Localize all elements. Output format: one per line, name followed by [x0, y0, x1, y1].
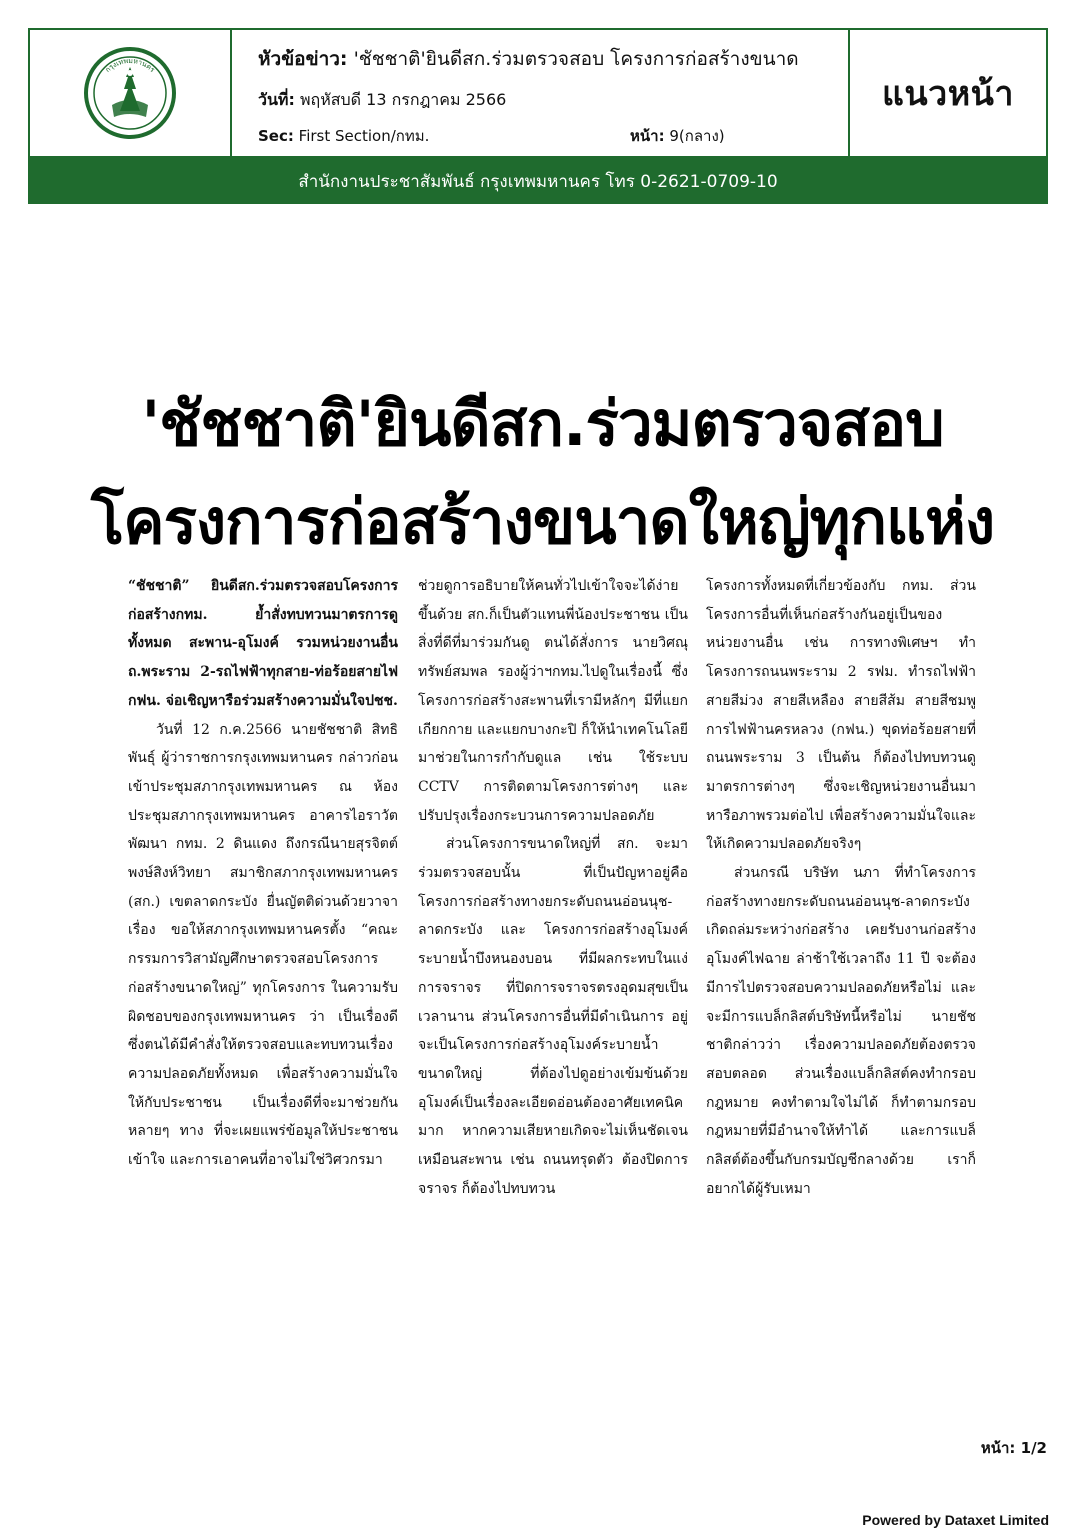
article-paragraph: ช่วยดูการอธิบายให้คนทั่วไปเข้าใจจะได้ง่ายขึ้นด้วย สก.ก็เป็นตัวแทนพี่น้องประชาชน เป็นสิ่งที่ดีที่มาร่วมกันดู ตนได้สั่งการ นายวิศณุ ทรัพย์สมพล รองผู้ว่าฯกทม.ไปดูในเรื่องนี้ ซึ่งโครงการก่อสร้างสะพานที่เรามีหลักๆ มีที่แยกเกียกกาย และแยกบางกะปิ ก็ให้นำเทคโนโลยีมาช่วยในการกำกับดูแล เช่น ใช้ระบบ CCTV การติดตามโครงการต่างๆ และปรับปรุงเรื่องกระบวนการความปลอดภัย	[418, 578, 688, 824]
logo-cell	[30, 30, 232, 156]
powered-by: Powered by Dataxet Limited	[862, 1512, 1049, 1528]
article-column-2	[418, 572, 688, 1203]
article-paragraph: โครงการทั้งหมดที่เกี่ยวข้องกับ กทม. ส่วนโครงการอื่นที่เห็นก่อสร้างกันอยู่เป็นของหน่วยงานอื่น เช่น การทางพิเศษฯ ทำโครงการถนนพระราม 2 รฟม. ทำรถไฟฟ้าสายสีม่วง สายสีเหลือง สายสีส้ม สายสีชมพู การไฟฟ้านครหลวง (กฟน.) ขุดท่อร้อยสายที่ถนนพระราม 3 เป็นต้น ก็ต้องไปทบทวนดูมาตรการต่างๆ ซึ่งจะเชิญหน่วยงานอื่นมาหารือภาพรวมต่อไป เพื่อสร้างความมั่นใจและให้เกิดความปลอดภัยจริงๆ	[706, 578, 976, 853]
clipping-header	[28, 28, 1048, 158]
title-line-1: 'ชัชชาติ'ยินดีสก.ร่วมตรวจสอบ	[141, 387, 944, 460]
article-column-1	[128, 572, 398, 1175]
brand-cell	[850, 30, 1046, 156]
title-line-2: โครงการก่อสร้างขนาดใหญ่ทุกแห่ง	[90, 485, 995, 558]
page-indicator: หน้า: 1/2	[980, 1439, 1047, 1457]
clipping-info	[230, 30, 850, 156]
date-meta: วันที่: พฤหัสบดี 13 กรกฎาคม 2566	[258, 90, 507, 109]
article-title	[60, 375, 1025, 571]
article-paragraph: วันที่ 12 ก.ค.2566 นายชัชชาติ สิทธิพันธุ์ ผู้ว่าราชการกรุงเทพมหานคร กล่าวก่อนเข้าประชุมสภากรุงเทพมหานคร ณ ห้องประชุมสภากรุงเทพมหานคร อาคารไอราวัตพัฒนา กทม. 2 ดินแดง ถึงกรณีนายสุรจิตต์ พงษ์สิงห์วิทยา สมาชิกสภากรุงเทพมหานคร (สก.) เขตลาดกระบัง ยื่นญัตติด่วนด้วยวาจา เรื่อง ขอให้สภากรุงเทพมหานครตั้ง “คณะกรรมการวิสามัญศึกษาตรวจสอบโครงการก่อสร้างขนาดใหญ่” ทุกโครงการ ในความรับผิดชอบของกรุงเทพมหานคร ว่า เป็นเรื่องดี ซึ่งตนได้มีคำสั่งให้ตรวจสอบและทบทวนเรื่องความปลอดภัยทั้งหมด เพื่อสร้างความมั่นใจให้กับประชาชน เป็นเรื่องดีที่จะมาช่วยกันหลายๆ ทาง ที่จะเผยแพร่ข้อมูลให้ประชาชนเข้าใจ และการเอาคนที่อาจไม่ใช่วิศวกรมา	[128, 721, 398, 1169]
article-paragraph: ส่วนกรณี บริษัท นภา ที่ทำโครงการก่อสร้างทางยกระดับถนนอ่อนนุช-ลาดกระบังเกิดถล่มระหว่างก่อสร้าง เคยรับงานก่อสร้างอุโมงค์ไฟฉาย ล่าช้าใช้เวลาถึง 11 ปี จะต้องมีการไปตรวจสอบความปลอดภัยหรือไม่ และจะมีการแบล็กลิสต์บริษัทนี้หรือไม่ นายชัชชาติกล่าวว่า เรื่องความปลอดภัยต้องตรวจสอบตลอด ส่วนเรื่องแบล็กลิสต์คงทำกรอบกฎหมาย คงทำตามใจไม่ได้ ก็ทำตามกรอบกฎหมายที่มีอำนาจให้ทำได้ และการแบล็กลิสต์ต้องขึ้นกับกรมบัญชีกลางด้วย เราก็อยากได้ผู้รับเหมา	[706, 865, 976, 1197]
article-paragraph: ส่วนโครงการขนาดใหญ่ที่ สก. จะมาร่วมตรวจสอบนั้น ที่เป็นปัญหาอยู่คือ โครงการก่อสร้างทางยกระดับถนนอ่อนนุช-ลาดกระบัง และ โครงการก่อสร้างอุโมงค์ระบายน้ำบึงหนองบอน ที่มีผลกระทบในแง่การจราจร ที่ปิดการจราจรตรงอุดมสุขเป็นเวลานาน ส่วนโครงการอื่นที่มีดำเนินการ อยู่จะเป็นโครงการก่อสร้างอุโมงค์ระบายน้ำขนาดใหญ่ ที่ต้องไปดูอย่างเข้มข้นด้วย อุโมงค์เป็นเรื่องละเอียดอ่อนต้องอาศัยเทคนิคมาก หากความเสียหายเกิดจะไม่เห็นชัดเจน เหมือนสะพาน เช่น ถนนทรุดตัว ต้องปิดการจราจร ก็ต้องไปทบทวน	[418, 836, 688, 1197]
page-meta: หน้า: 9(กลาง)	[630, 127, 725, 145]
article-column-3	[706, 572, 976, 1203]
contact-text: สำนักงานประชาสัมพันธ์ กรุงเทพมหานคร โทร 0-2621-0709-10	[298, 171, 778, 192]
svg-text:กรุงเทพมหานคร: กรุงเทพมหานคร	[103, 56, 157, 75]
bangkok-seal-icon	[82, 45, 178, 141]
article-lead: “ชัชชาติ” ยินดีสก.ร่วมตรวจสอบโครงการก่อสร้างกทม. ย้ำสั่งทบทวนมาตรการดูทั้งหมด สะพาน-อุโมงค์ รวมหน่วยงานอื่น ถ.พระราม 2-รถไฟฟ้าทุกสาย-ท่อร้อยสายไฟ กฟน. จ่อเชิญหารือร่วมสร้างความมั่นใจปชช.	[128, 578, 398, 709]
contact-bar	[28, 158, 1048, 204]
newspaper-brand: แนวหน้า	[882, 75, 1014, 113]
headline-meta: หัวข้อข่าว: 'ชัชชาติ'ยินดีสก.ร่วมตรวจสอบ โครงการก่อสร้างขนาด	[258, 48, 799, 70]
section-meta: Sec: First Section/กทม.	[258, 127, 430, 145]
